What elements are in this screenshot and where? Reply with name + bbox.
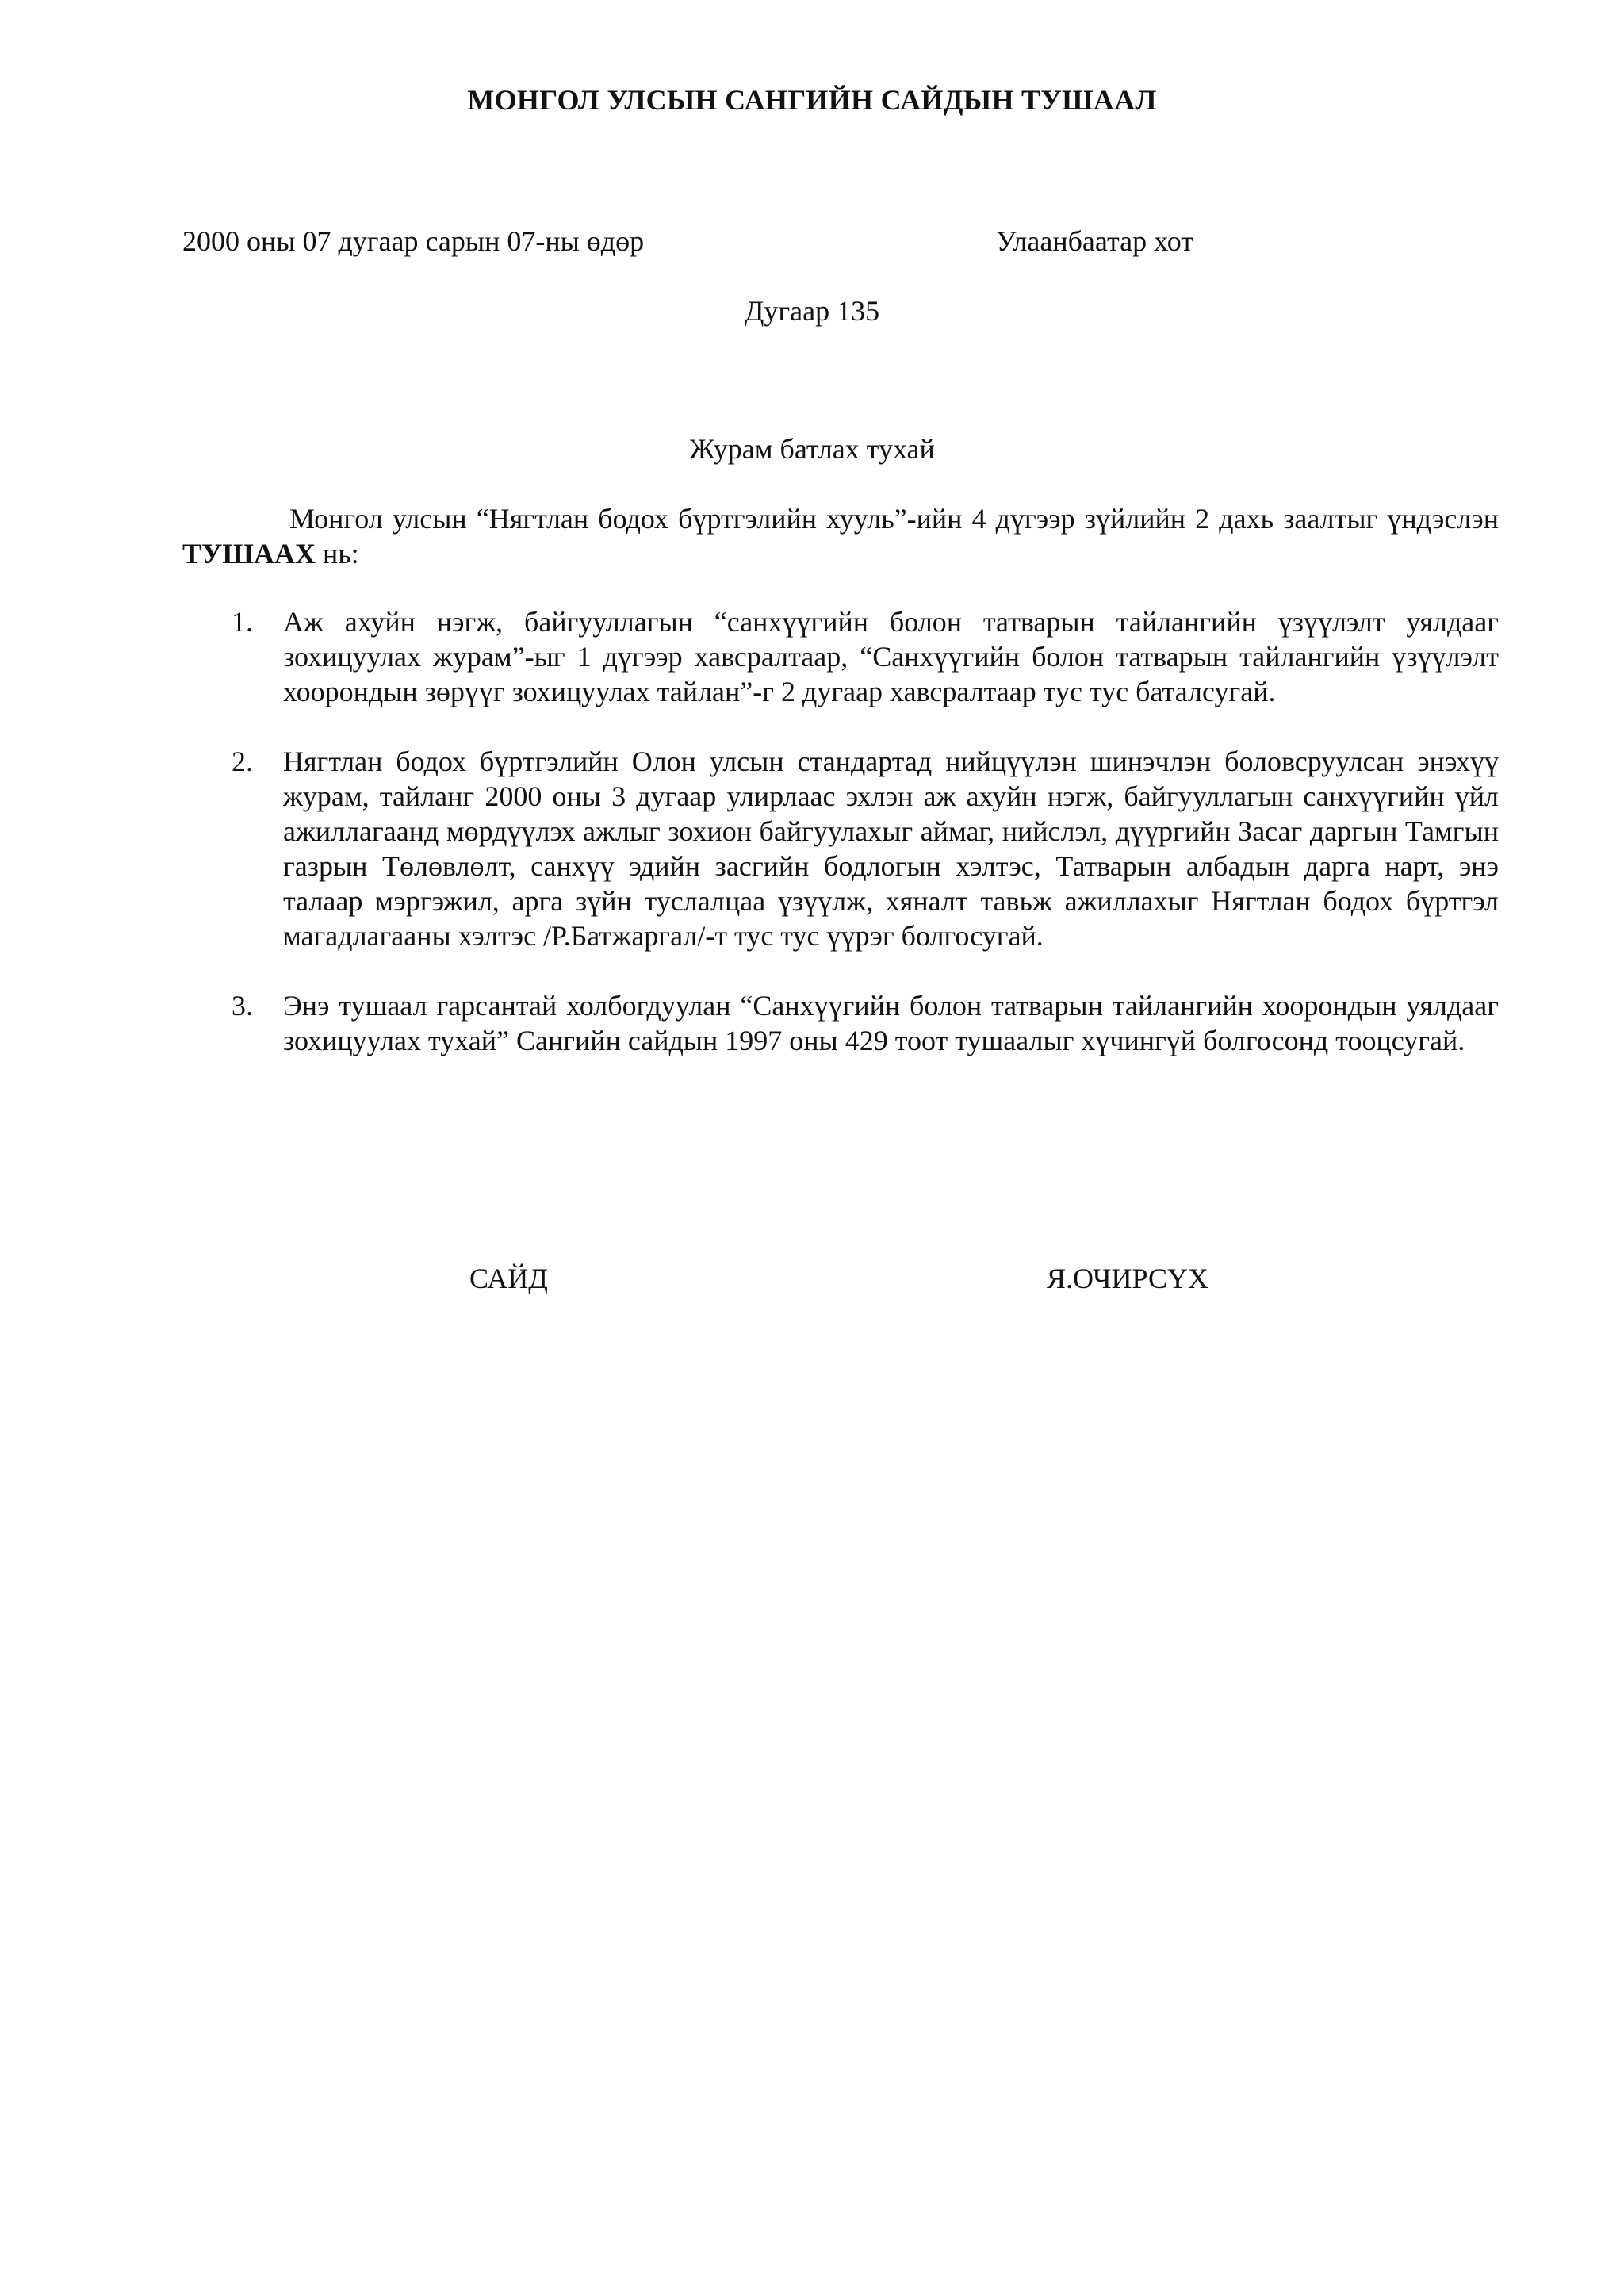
order-item-2: [182, 744, 1499, 953]
order-item-number: 2.: [232, 746, 253, 777]
order-item-3: [182, 988, 1499, 1058]
order-item-number: 3.: [232, 990, 253, 1022]
order-item-text: Аж ахуйн нэгж, байгууллагын “санхүүгийн болон татварын тайлангийн үзүүлэлт уялдааг зохицуулах журам”-ыг 1 дүгээр хавсралтаар, “Санхүүгийн болон татварын тайлангийн үзүүлэлт хоорондын зөрүүг зохицуулах тайлан”-г 2 дугаар хавсралтаар тус тус баталсугай.: [283, 606, 1499, 707]
order-number: Дугаар 135: [744, 295, 880, 327]
order-item-text: Нягтлан бодох бүртгэлийн Олон улсын стандартад нийцүүлэн шинэчлэн боловсруулсан энэхүү журам, тайланг 2000 оны 3 дугаар улирлаас эхлэн аж ахуйн нэгж, байгууллагын санхүүгийн үйл ажиллагаанд мөрдүүлэх ажлыг зохион байгуулахыг аймаг, нийслэл, дүүргийн Засаг даргын Тамгын газрын Төлөвлөлт, санхүү эдийн засгийн бодлогын хэлтэс, Татварын албадын дарга нарт, энэ талаар мэргэжил, арга зүйн туслалцаа үзүүлж, хяналт тавьж ажиллахыг Нягтлан бодох бүртгэл магадлагааны хэлтэс /Р.Батжаргал/-т тус тус үүрэг болгосугай.: [283, 746, 1499, 952]
preamble-paragraph: [182, 501, 1499, 571]
preamble-text-before: Монгол улсын “Нягтлан бодох бүртгэлийн хууль”-ийн 4 дүгээр зүйлийн 2 дахь заалтыг үндэслэн: [289, 503, 1499, 535]
order-items-list: [182, 604, 1499, 1093]
order-subject: Журам батлах тухай: [689, 433, 935, 465]
order-item-text: Энэ тушаал гарсантай холбогдуулан “Санхүүгийн болон татварын тайлангийн хоорондын уялдааг зохицуулах тухай” Сангийн сайдын 1997 оны 429 тоот тушаалыг хүчингүй болгосонд тооцсугай.: [283, 990, 1499, 1056]
order-city: Улаанбаатар хот: [996, 225, 1193, 257]
order-item-1: [182, 604, 1499, 709]
signature-title: САЙД: [469, 1263, 548, 1294]
signature-name: Я.ОЧИРСҮХ: [1047, 1263, 1208, 1294]
document-title: МОНГОЛ УЛСЫН САНГИЙН САЙДЫН ТУШААЛ: [467, 84, 1157, 116]
order-date: 2000 оны 07 дугаар сарын 07-ны өдөр: [182, 225, 645, 257]
preamble-text-after: нь:: [315, 538, 359, 569]
order-item-number: 1.: [232, 606, 253, 638]
preamble-order-word: ТУШААХ: [182, 538, 316, 569]
